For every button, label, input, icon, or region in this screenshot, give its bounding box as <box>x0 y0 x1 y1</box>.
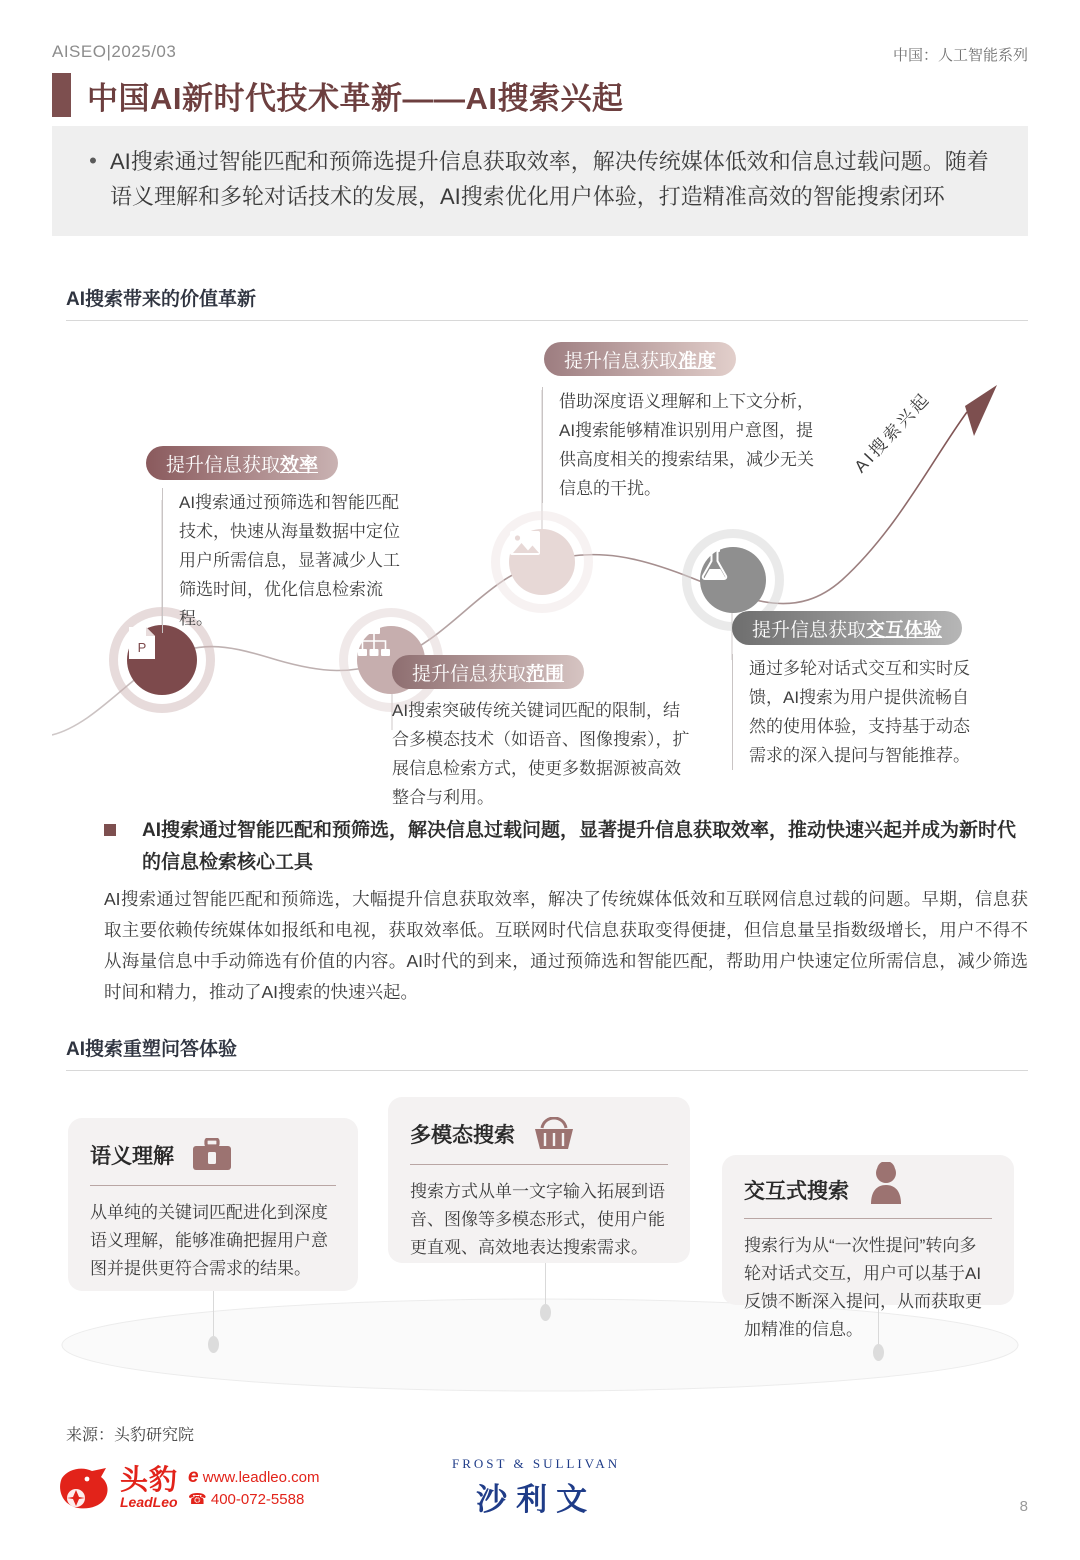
card-semantic-understanding[interactable] <box>68 1118 358 1291</box>
tag-efficiency-key: 效率 <box>280 454 319 476</box>
card1-head <box>90 1138 336 1172</box>
card3-head <box>744 1175 992 1205</box>
tag-interaction <box>732 611 962 645</box>
image-icon <box>509 529 541 557</box>
card1-title: 语义理解 <box>90 1145 174 1168</box>
card3-title: 交互式搜索 <box>744 1180 849 1203</box>
leopard-logo-icon <box>56 1462 114 1514</box>
leadleo-phone-line <box>188 1489 319 1511</box>
card1-rule <box>90 1185 336 1186</box>
key-point-text: AI搜索通过智能匹配和预筛选，解决信息过载问题，显著提升信息获取效率，推动快速兴起并成为新时代的信息检索核心工具 <box>142 820 1017 873</box>
person-icon <box>867 1162 905 1204</box>
email-e-icon: e <box>188 1465 199 1487</box>
card-interactive-search[interactable] <box>722 1155 1014 1339</box>
title-accent-bar <box>52 73 71 117</box>
tag-scope-prefix: 提升信息获取 <box>412 663 527 685</box>
frost-sullivan-chinese: 沙利文 <box>476 1482 597 1517</box>
leadleo-website[interactable]: www.leadleo.com <box>202 1468 320 1486</box>
card3-rule <box>744 1218 992 1219</box>
card2-rule <box>410 1164 668 1165</box>
tag-accuracy-prefix: 提升信息获取 <box>564 350 679 372</box>
section1-heading-text: AI搜索带来的价值革新 <box>66 289 257 310</box>
blurb-efficiency: AI搜索通过预筛选和智能匹配技术，快速从海量数据中定位用户所需信息，显著减少人工筛选时间，优化信息检索流程。 <box>162 488 402 633</box>
section1-rule <box>66 320 1028 321</box>
key-point-square-icon <box>104 824 116 836</box>
tag-accuracy <box>544 342 736 376</box>
node-flask <box>700 547 766 613</box>
page-number: 8 <box>1019 1498 1028 1515</box>
card2-dot <box>540 1304 551 1321</box>
leadleo-contact <box>188 1466 319 1511</box>
node-image <box>509 529 575 595</box>
blurb-interaction: 通过多轮对话式交互和实时反馈，AI搜索为用户提供流畅自然的使用体验，支持基于动态需求的深入提问与智能推荐。 <box>732 654 982 770</box>
page-title: 中国AI新时代技术革新——AI搜索兴起 <box>87 80 624 116</box>
leadleo-phone: 400-072-5588 <box>210 1490 305 1508</box>
summary-bullet-icon: • <box>89 148 97 173</box>
card3-dot <box>873 1344 884 1361</box>
leadleo-website-line[interactable] <box>188 1466 319 1489</box>
section-heading-value <box>66 284 1028 321</box>
node-document-p <box>127 625 197 695</box>
page-title-row <box>52 72 1028 118</box>
card3-body: 搜索行为从“一次性提问”转向多轮对话式交互，用户可以基于AI反馈不断深入提问，从而获取更加精准的信息。 <box>744 1236 982 1339</box>
card2-title: 多模态搜索 <box>410 1124 515 1147</box>
frost-sullivan-english: FROST & SULLIVAN <box>452 1456 621 1471</box>
frost-sullivan-logo <box>452 1456 620 1519</box>
blurb-accuracy: 借助深度语义理解和上下文分析，AI搜索能够精准识别用户意图，提供高度相关的搜索结果，减少无关信息的干扰。 <box>542 387 818 503</box>
tag-interaction-key: 交互体验 <box>866 619 943 641</box>
basket-icon <box>533 1117 575 1151</box>
section-heading-experience <box>66 1034 1028 1071</box>
phone-icon: ☎ <box>188 1490 207 1508</box>
flask-icon <box>700 547 730 581</box>
source-note: 来源：头豹研究院 <box>66 1427 195 1444</box>
document-p-icon <box>127 625 157 661</box>
tag-scope-key: 范围 <box>526 663 565 685</box>
summary-box <box>52 126 1028 236</box>
briefcase-icon <box>192 1138 232 1172</box>
summary-text: AI搜索通过智能匹配和预筛选提升信息获取效率，解决传统媒体低效和信息过载问题。随着语义理解和多轮对话技术的发展，AI搜索优化用户体验，打造精准高效的智能搜索闭环 <box>110 149 989 209</box>
leadleo-chinese-name: 头豹 <box>120 1464 179 1495</box>
tag-interaction-prefix: 提升信息获取 <box>752 619 867 641</box>
card2-head <box>410 1117 668 1151</box>
blurb-scope: AI搜索突破传统关键词匹配的限制，结合多模态技术（如语音、图像搜索），扩展信息检索方式，使更多数据源被高效整合与利用。 <box>392 701 690 807</box>
tag-accuracy-key: 准度 <box>678 350 717 372</box>
leadleo-wordmark <box>120 1466 178 1510</box>
card1-connector <box>213 1290 214 1340</box>
section2-heading-text: AI搜索重塑问答体验 <box>66 1039 238 1060</box>
tag-scope <box>392 655 584 689</box>
card1-dot <box>208 1336 219 1353</box>
report-series: 中国：人工智能系列 <box>892 47 1028 64</box>
tag-efficiency <box>146 446 338 480</box>
value-curve-diagram <box>52 330 1028 807</box>
svg-text:P: P <box>137 640 147 655</box>
tag-efficiency-prefix: 提升信息获取 <box>166 454 281 476</box>
leadleo-english-name: LeadLeo <box>120 1494 178 1510</box>
section2-rule <box>66 1070 1028 1071</box>
card-multimodal-search[interactable] <box>388 1097 690 1263</box>
key-point-row <box>104 815 1028 879</box>
report-code: AISEO|2025/03 <box>52 42 177 61</box>
curve-arrow-head <box>965 385 997 436</box>
body-paragraph: AI搜索通过智能匹配和预筛选，大幅提升信息获取效率，解决了传统媒体低效和互联网信息过载的问题。早期，信息获取主要依赖传统媒体如报纸和电视，获取效率低。互联网时代信息获取变得便捷，但信息量呈指数级增长，用户不得不从海量信息中手动筛选有价值的内容。AI时代的到来，通过预筛选和智能匹配，帮助用户快速定位所需信息，减少筛选时间和精力，推动了AI搜索的快速兴起。 <box>104 889 1028 1002</box>
leadleo-logo-group <box>56 1462 319 1514</box>
curve-label: AI搜索兴起 <box>850 388 935 477</box>
card2-body: 搜索方式从单一文字输入拓展到语音、图像等多模态形式，使用户能更直观、高效地表达搜索需求。 <box>410 1182 665 1257</box>
card1-body: 从单纯的关键词匹配进化到深度语义理解，能够准确把握用户意图并提供更符合需求的结果。 <box>90 1203 328 1278</box>
